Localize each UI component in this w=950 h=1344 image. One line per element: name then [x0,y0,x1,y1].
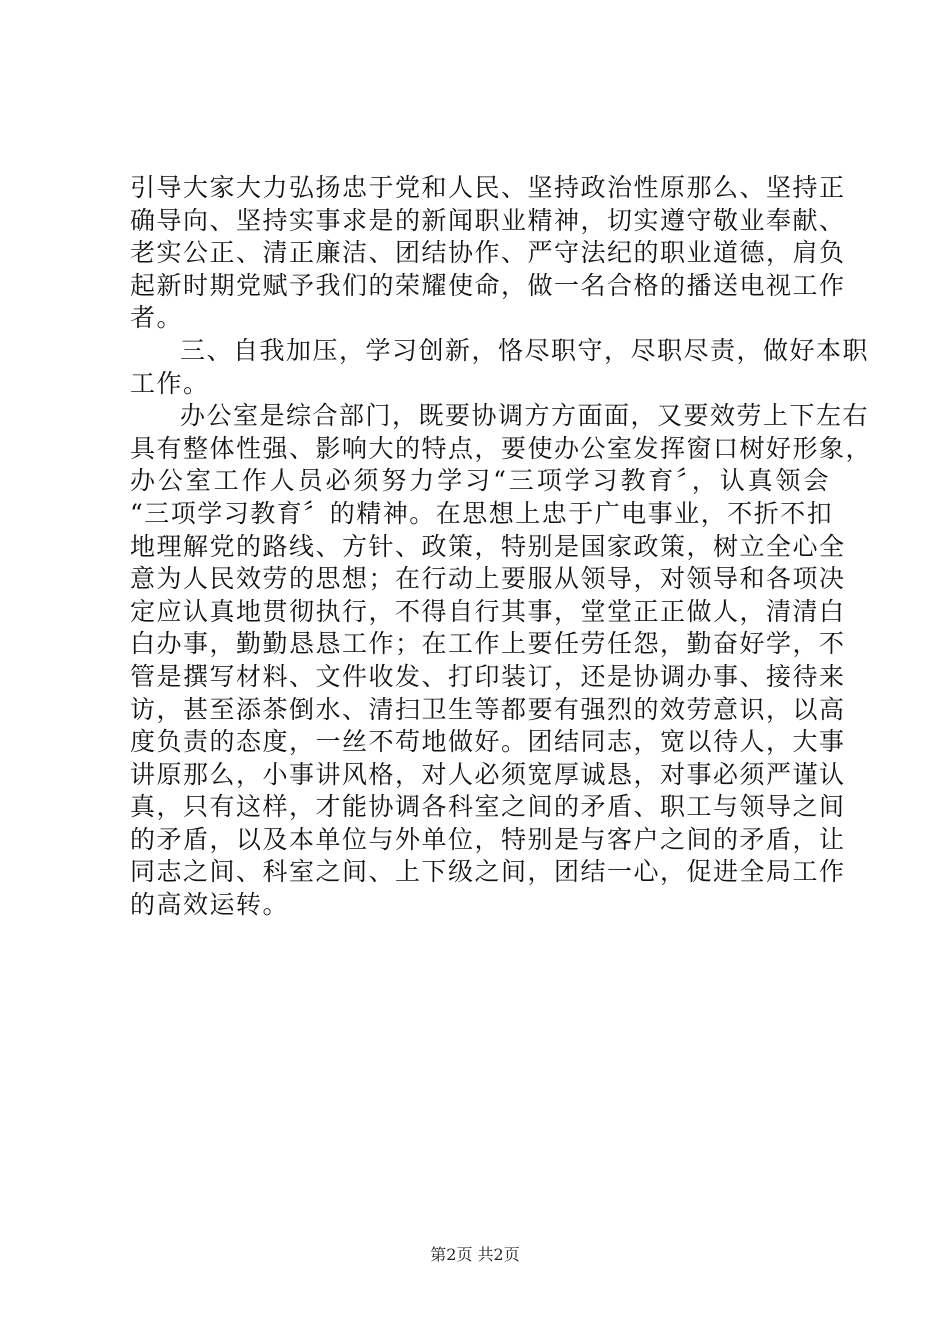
text-line: 的高效运转。 [130,890,290,920]
section-heading-line: 工作。 [130,368,210,398]
text-line: 真，只有这样，才能协调各科室之间的矛盾、职工与领导之间 [130,792,846,822]
text-line: “三项学习教育〞的精神。在思想上忠于广电事业，不折不扣 [130,498,834,528]
text-line: 起新时期党赋予我们的荣耀使命，做一名合格的播送电视工作 [130,270,846,300]
page-footer [0,1244,950,1266]
page-number-indicator: 第2页 共2页 [430,1245,520,1264]
text-line: 讲原那么，小事讲风格，对人必须宽厚诚恳，对事必须严谨认 [130,759,846,789]
text-line: 意为人民效劳的思想；在行动上要服从领导，对领导和各项决 [130,564,846,594]
text-line: 者。 [130,303,184,333]
text-line: 办公室是综合部门，既要协调方方面面，又要效劳上下左右 [180,401,870,431]
section-heading-line: 三、自我加压，学习创新，恪尽职守，尽职尽责，做好本职 [180,335,870,365]
text-line: 访，甚至添茶倒水、清扫卫生等都要有强烈的效劳意识，以高 [130,694,846,724]
text-line: 地理解党的路线、方针、政策，特别是国家政策，树立全心全 [130,531,846,561]
text-line: 管是撰写材料、文件收发、打印装订，还是协调办事、接待来 [130,661,846,691]
text-line: 引导大家大力弘扬忠于党和人民、坚持政治性原那么、坚持正 [130,173,846,202]
text-line: 白办事，勤勤恳恳工作；在工作上要任劳任怨，勤奋好学，不 [130,629,846,659]
text-line: 度负责的态度，一丝不苟地做好。团结同志，宽以待人，大事 [130,727,846,757]
text-line: 同志之间、科室之间、上下级之间，团结一心，促进全局工作 [130,857,846,887]
text-line: 具有整体性强、影响大的特点，要使办公室发挥窗口树好形象， [130,433,873,463]
text-line: 确导向、坚持实事求是的新闻职业精神，切实遵守敬业奉献、 [130,205,846,235]
text-line: 定应认真地贯彻执行，不得自行其事，堂堂正正做人，清清白 [130,596,846,626]
text-line: 的矛盾，以及本单位与外单位，特别是与客户之间的矛盾，让 [130,824,846,854]
text-line: 老实公正、清正廉洁、团结协作、严守法纪的职业道德，肩负 [130,238,846,268]
document-body [130,172,873,922]
text-line: 办公室工作人员必须努力学习“三项学习教育〞，认真领会 [130,466,830,496]
